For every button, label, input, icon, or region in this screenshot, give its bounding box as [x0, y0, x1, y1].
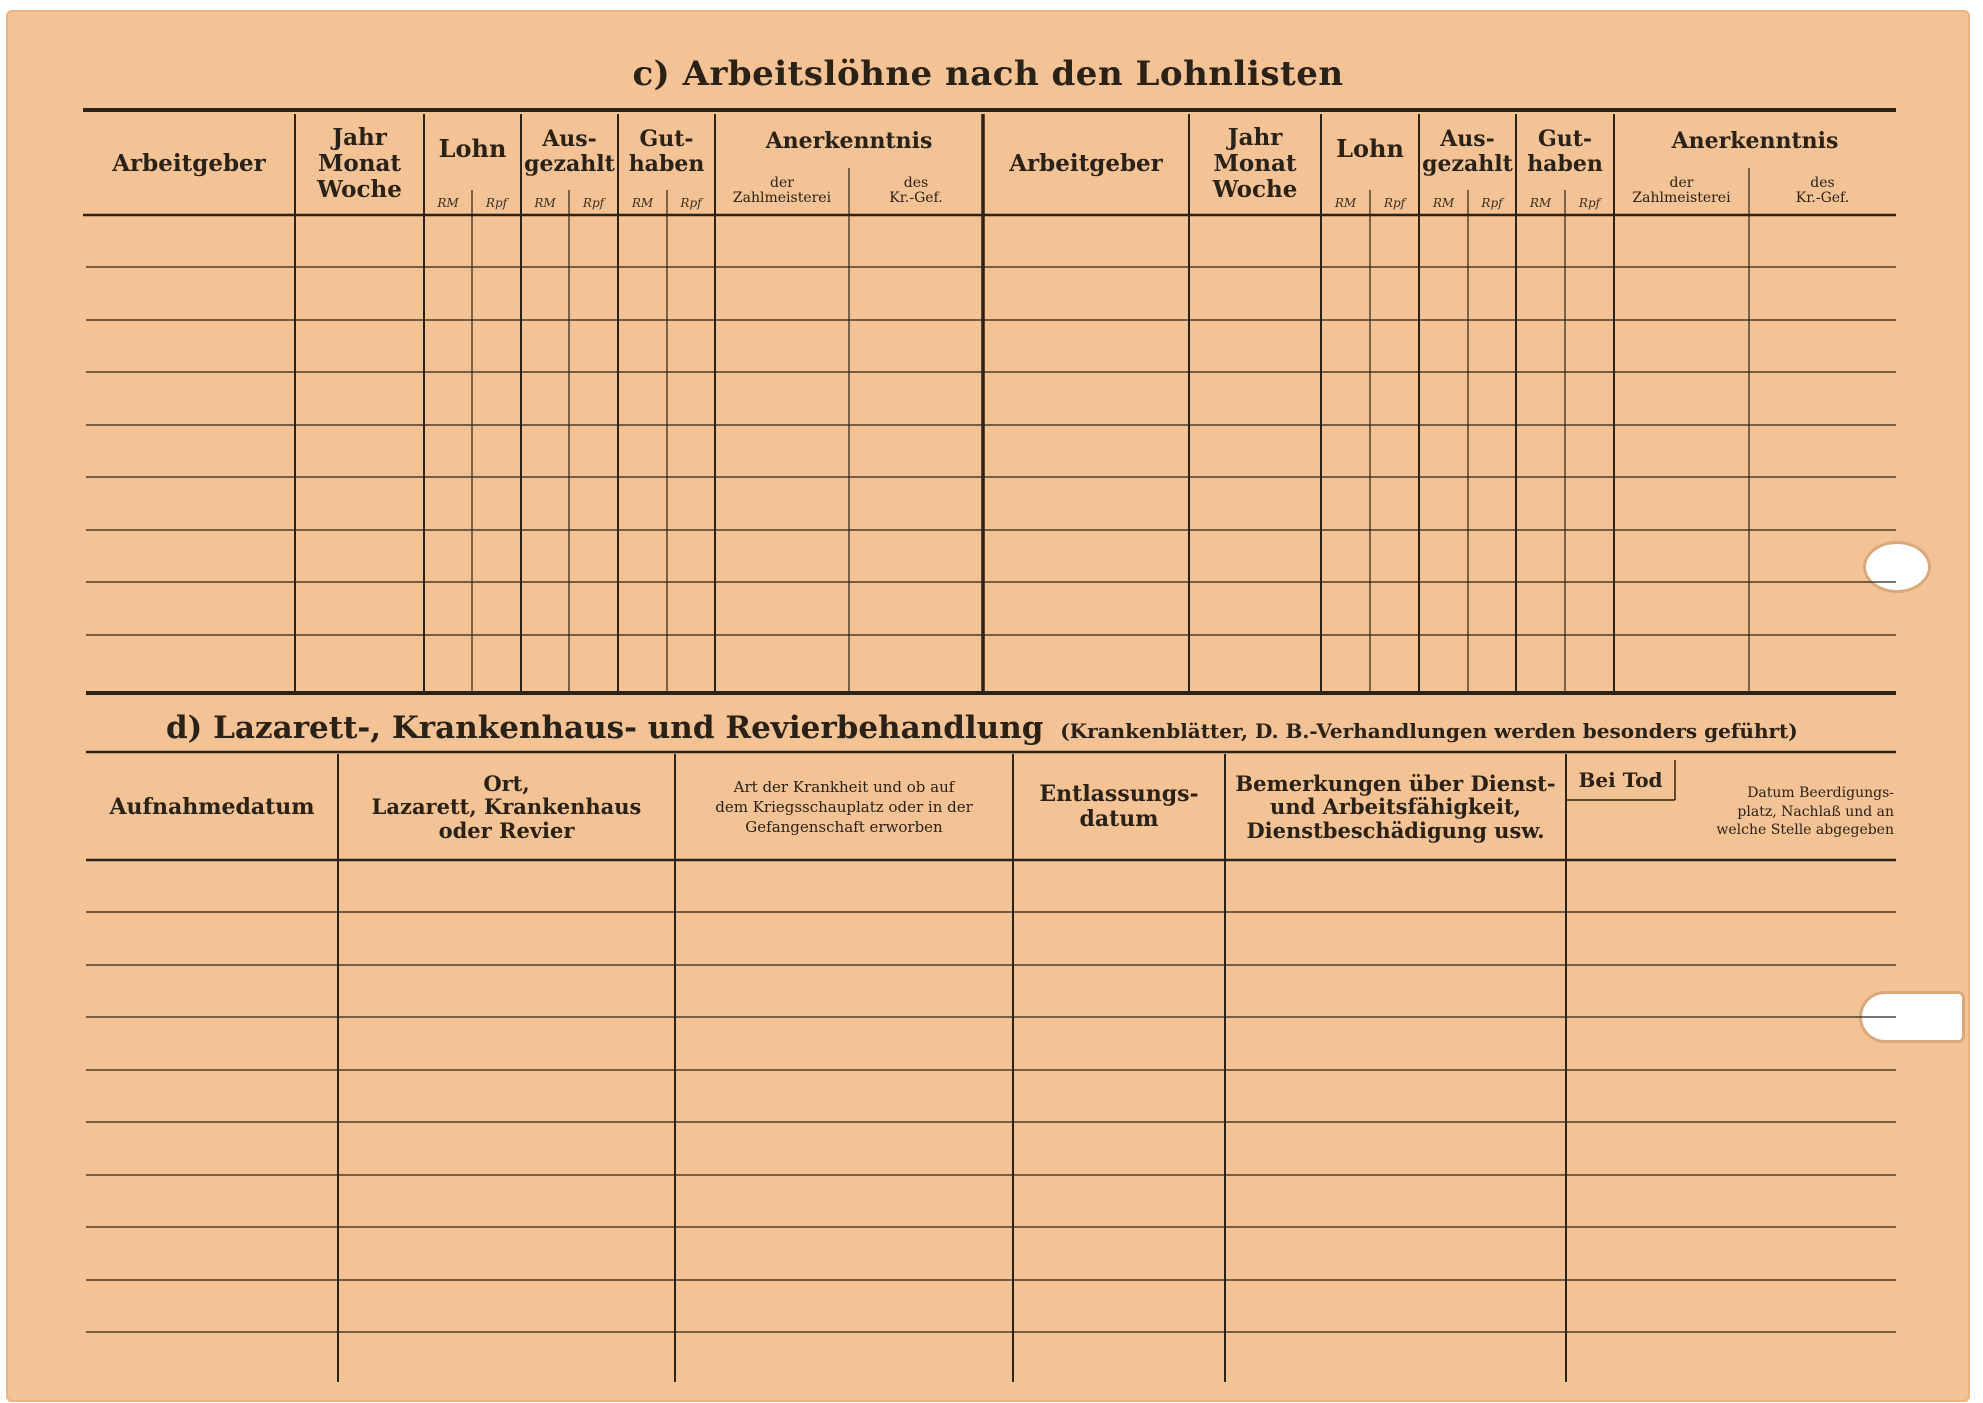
col-label: gezahlt: [524, 151, 615, 177]
section-d-title: [166, 710, 1798, 746]
rpf-label: Rpf: [1481, 196, 1503, 210]
col-anerkenntnis-left: [715, 116, 983, 166]
section-d-title-main: d) Lazarett-, Krankenhaus- und Revierbehandlung: [166, 710, 1044, 746]
col-label: Ort,: [483, 770, 530, 796]
col-label: Kr.-Gef.: [889, 190, 943, 206]
col-guthaben-right: [1516, 116, 1614, 188]
col-label: Art der Krankheit und ob auf: [733, 777, 955, 796]
rm-label: RM: [534, 196, 556, 210]
rm-label: RM: [1432, 196, 1455, 210]
col-label: Woche: [317, 175, 402, 203]
rpf-label: Rpf: [485, 196, 508, 210]
col-label: Monat: [317, 150, 402, 178]
col-bemerkungen: [1225, 754, 1566, 860]
col-label: Jahr: [1227, 124, 1283, 152]
col-label: Aus-: [542, 126, 597, 153]
col-label: Aufnahmedatum: [109, 793, 315, 820]
rpf-label: Rpf: [1383, 196, 1406, 210]
col-label: Monat: [1213, 150, 1297, 178]
rm-label: RM: [631, 196, 654, 210]
col-bei-tod: [1566, 760, 1675, 800]
col-label: Gut-: [1537, 126, 1593, 153]
col-label: Dienstbeschädigung usw.: [1246, 817, 1545, 843]
col-label: oder Revier: [438, 817, 575, 843]
col-label: Arbeitgeber: [112, 150, 266, 178]
col-label: Anerkenntnis: [765, 127, 933, 154]
rm-label: RM: [1334, 196, 1357, 210]
form-card: [6, 10, 1970, 1402]
rm-label: RM: [437, 196, 459, 210]
col-label: Aus-: [1440, 126, 1495, 153]
col-label: haben: [628, 151, 705, 177]
col-ausgezahlt-right: [1419, 116, 1516, 188]
rpf-label: Rpf: [680, 196, 702, 210]
col-entlassungsdatum: [1013, 754, 1225, 860]
col-label: Lohn: [438, 133, 507, 163]
col-label: Bemerkungen über Dienst-: [1235, 770, 1556, 796]
col-label: Kr.-Gef.: [1795, 190, 1850, 206]
col-zahlmeisterei-left: [715, 168, 849, 214]
col-label: Gut-: [639, 126, 694, 153]
col-anerkenntnis-right: [1614, 116, 1896, 166]
col-ort: [338, 754, 675, 860]
col-label: Zahlmeisterei: [732, 190, 832, 206]
section-c-title: c) Arbeitslöhne nach den Lohnlisten: [632, 54, 1344, 94]
col-label: Lohn: [1336, 133, 1404, 163]
col-label: Entlassungs-: [1039, 781, 1199, 808]
col-label: dem Kriegsschauplatz oder in der: [715, 797, 973, 816]
col-zahlmeisterei-right: [1614, 168, 1749, 214]
col-label: und Arbeitsfähigkeit,: [1270, 794, 1521, 820]
col-krgef-right: [1749, 168, 1896, 214]
col-label: des: [1810, 174, 1835, 191]
col-label: Bei Tod: [1578, 767, 1663, 792]
col-label: des: [903, 174, 929, 191]
col-label: Lazarett, Krankenhaus: [371, 794, 642, 820]
col-label: der: [770, 174, 794, 191]
col-label: Arbeitgeber: [1009, 150, 1163, 178]
col-label: Jahr: [332, 124, 387, 152]
col-jahr-monat-woche-right: [1189, 114, 1321, 214]
col-label: haben: [1527, 151, 1603, 177]
section-d-title-note: (Krankenblätter, D. B.-Verhandlungen werden besonders geführt): [1060, 719, 1798, 743]
col-label: Gefangenschaft erworben: [745, 818, 943, 837]
col-lohn-right: [1321, 116, 1419, 182]
col-aufnahmedatum: [86, 754, 338, 860]
col-jahr-monat-woche-left: [295, 114, 424, 214]
col-label: platz, Nachlaß und an: [1737, 803, 1894, 820]
col-label: datum: [1079, 806, 1159, 832]
rpf-label: Rpf: [1578, 196, 1601, 210]
col-ausgezahlt-left: [521, 116, 618, 188]
form-grid: [6, 10, 1970, 1402]
col-label: Anerkenntnis: [1671, 127, 1839, 154]
rpf-label: Rpf: [582, 196, 605, 210]
col-arbeitgeber-left: [83, 114, 295, 214]
col-label: Woche: [1212, 175, 1298, 203]
rm-label: RM: [1529, 196, 1552, 210]
col-krankheit: [675, 754, 1013, 860]
col-guthaben-left: [618, 116, 715, 188]
col-krgef-left: [849, 168, 983, 214]
col-label: gezahlt: [1422, 151, 1513, 177]
col-label: Datum Beerdigungs-: [1747, 784, 1894, 801]
col-label: Zahlmeisterei: [1632, 190, 1731, 206]
col-lohn-left: [424, 116, 521, 182]
col-label: der: [1669, 174, 1694, 191]
col-label: welche Stelle abgegeben: [1716, 822, 1894, 839]
col-arbeitgeber-right: [983, 114, 1189, 214]
col-datum-beerdigung: [1675, 770, 1896, 854]
